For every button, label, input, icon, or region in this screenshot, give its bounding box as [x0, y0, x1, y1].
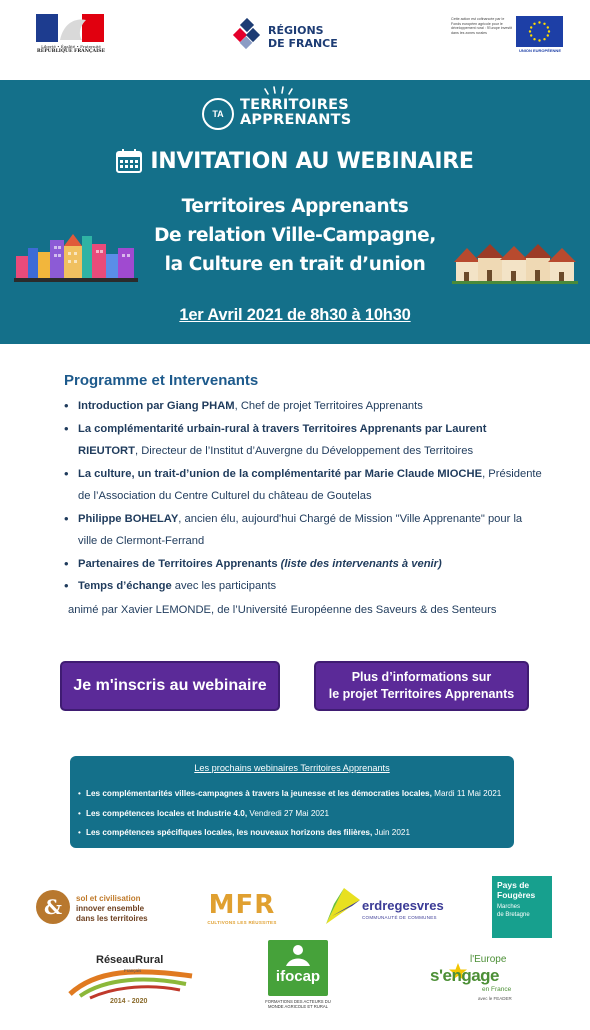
calendar-icon — [116, 149, 142, 173]
webinar-title-line2: De relation Ville-Campagne, — [154, 225, 436, 246]
fougeres-line2: Fougères — [497, 890, 536, 900]
webinar-title-line1: Territoires Apprenants — [181, 196, 409, 217]
brand-line2: APPRENANTS — [240, 112, 352, 128]
brand-line1: TERRITOIRES — [240, 97, 349, 113]
europe-line1: l'Europe — [470, 954, 507, 965]
partner-logos — [0, 870, 590, 1030]
eu-funding-text: Cette action est cofinancée par le Fonds européen agricole pour le développement rural : l'Europe investit dans les zones rurales — [451, 17, 513, 35]
next-webinars-heading[interactable]: Les prochains webinaires Territoires Apprenants — [194, 763, 390, 773]
programme-item: • Philippe BOHELAY, ancien élu, aujourd'hui Chargé de Mission "Ville Apprenante" pour la ville de Clermont-Ferrand — [64, 508, 544, 553]
ifocap-logo — [265, 940, 331, 1026]
republique-motto: Liberté • Égalité • Fraternité — [41, 44, 101, 49]
sol-et-civilisation-logo — [36, 886, 186, 930]
fougeres-line3: Marches — [497, 904, 521, 910]
webinar-title-line3: la Culture en trait d’union — [164, 254, 426, 275]
reseau-rural-years: 2014 - 2020 — [110, 998, 148, 1005]
mfr-tagline: CULTIVONS LES RÉUSSITES — [207, 920, 277, 925]
ifocap-name: ifocap — [275, 968, 321, 985]
programme-section — [64, 372, 544, 620]
europe-s-engage-logo — [430, 954, 560, 1014]
register-button[interactable]: Je m'inscris au webinaire — [60, 661, 280, 711]
erdre-gesvres-logo — [322, 882, 462, 930]
invitation-banner — [0, 80, 590, 344]
pays-de-fougeres-logo — [492, 876, 552, 938]
next-webinar-item: • Les compétences locales et Industrie 4.0, Vendredi 27 Mai 2021 — [78, 804, 510, 824]
reseau-rural-country: Français — [124, 968, 142, 973]
programme-heading: Programme et Intervenants — [64, 372, 259, 389]
reseau-rural-name: RéseauRural — [96, 954, 164, 966]
republique-name: RÉPUBLIQUE FRANÇAISE — [36, 49, 106, 54]
mfr-logo — [202, 890, 282, 930]
ifocap-badge — [268, 940, 328, 996]
erdre-leaf-icon — [322, 886, 362, 926]
fougeres-line4: de Bretagne — [497, 911, 530, 918]
programme-item: • Temps d’échange avec les participants — [64, 575, 544, 598]
invite-title: INVITATION AU WEBINAIRE — [150, 148, 474, 174]
sol-line3: dans les territoires — [76, 914, 148, 923]
programme-item: • Introduction par Giang PHAM, Chef de projet Territoires Apprenants — [64, 395, 544, 418]
village-houses-illustration — [452, 240, 578, 284]
next-webinar-item: • Les complémentarités villes-campagnes à travers la jeunesse et les démocraties locales, Mardi 11 Mai 2021 — [78, 784, 510, 804]
regions-cube-icon — [232, 18, 264, 50]
more-info-line1: Plus d’informations sur — [351, 670, 492, 684]
invite-title-row — [0, 144, 590, 178]
webinar-date: 1er Avril 2021 de 8h30 à 10h30 — [179, 306, 411, 324]
moderator-note: animé par Xavier LEMONDE, de l’Université Européenne des Saveurs & des Senteurs — [68, 603, 497, 616]
eu-label: UNION EUROPÉENNE — [518, 48, 561, 53]
ta-badge: TA — [202, 98, 234, 130]
reseau-rural-logo — [66, 950, 196, 1016]
programme-item: • Partenaires de Territoires Apprenants (liste des intervenants à venir) — [64, 553, 544, 576]
next-webinar-item: • Les compétences spécifiques locales, les nouveaux horizons des filières, Juin 2021 — [78, 823, 510, 843]
sol-line1: sol et civilisation — [76, 894, 141, 903]
sol-line2: innover ensemble — [76, 904, 145, 913]
erdre-name: erdregesvres — [362, 898, 444, 913]
city-skyline-illustration — [14, 226, 138, 282]
eu-flag-icon — [516, 16, 563, 47]
territoires-apprenants-logo — [202, 92, 362, 138]
europe-line3: en France — [482, 986, 512, 993]
svg-text:&: & — [43, 895, 63, 919]
programme-item: • La culture, un trait-d’union de la complémentarité par Marie Claude MIOCHE, Présidente de l’Association du Centre Culturel du château de Goutelas — [64, 463, 544, 508]
europe-line2: s'engage — [430, 966, 500, 985]
mfr-name: MFR — [208, 890, 276, 920]
ifocap-sub: FORMATIONS DES ACTEURS DU MONDE AGRICOLE ET RURAL — [265, 999, 331, 1009]
erdre-sub: COMMUNAUTÉ DE COMMUNES — [362, 915, 437, 920]
more-info-line2: le projet Territoires Apprenants — [328, 687, 515, 701]
next-webinars-box — [70, 756, 514, 848]
ifocap-figure-icon — [282, 944, 314, 966]
regions-line1: RÉGIONS — [268, 24, 324, 37]
fougeres-line1: Pays de — [497, 880, 530, 890]
webinar-title — [100, 192, 490, 279]
regions-line2: DE FRANCE — [268, 37, 338, 50]
header-logos — [0, 0, 590, 80]
regions-de-france-logo — [232, 18, 362, 58]
sun-rays-icon — [260, 86, 300, 96]
europe-line4: avec le FEADER — [478, 996, 512, 1001]
next-webinars-list — [78, 784, 510, 843]
programme-item: • La complémentarité urbain-rural à travers Territoires Apprenants par Laurent RIEUTORT, Directeur de l’Institut d’Auvergne du Développement des Territoires — [64, 418, 544, 463]
more-info-button[interactable] — [314, 661, 529, 711]
sol-ampersand-icon — [36, 890, 70, 924]
programme-list — [64, 395, 544, 598]
